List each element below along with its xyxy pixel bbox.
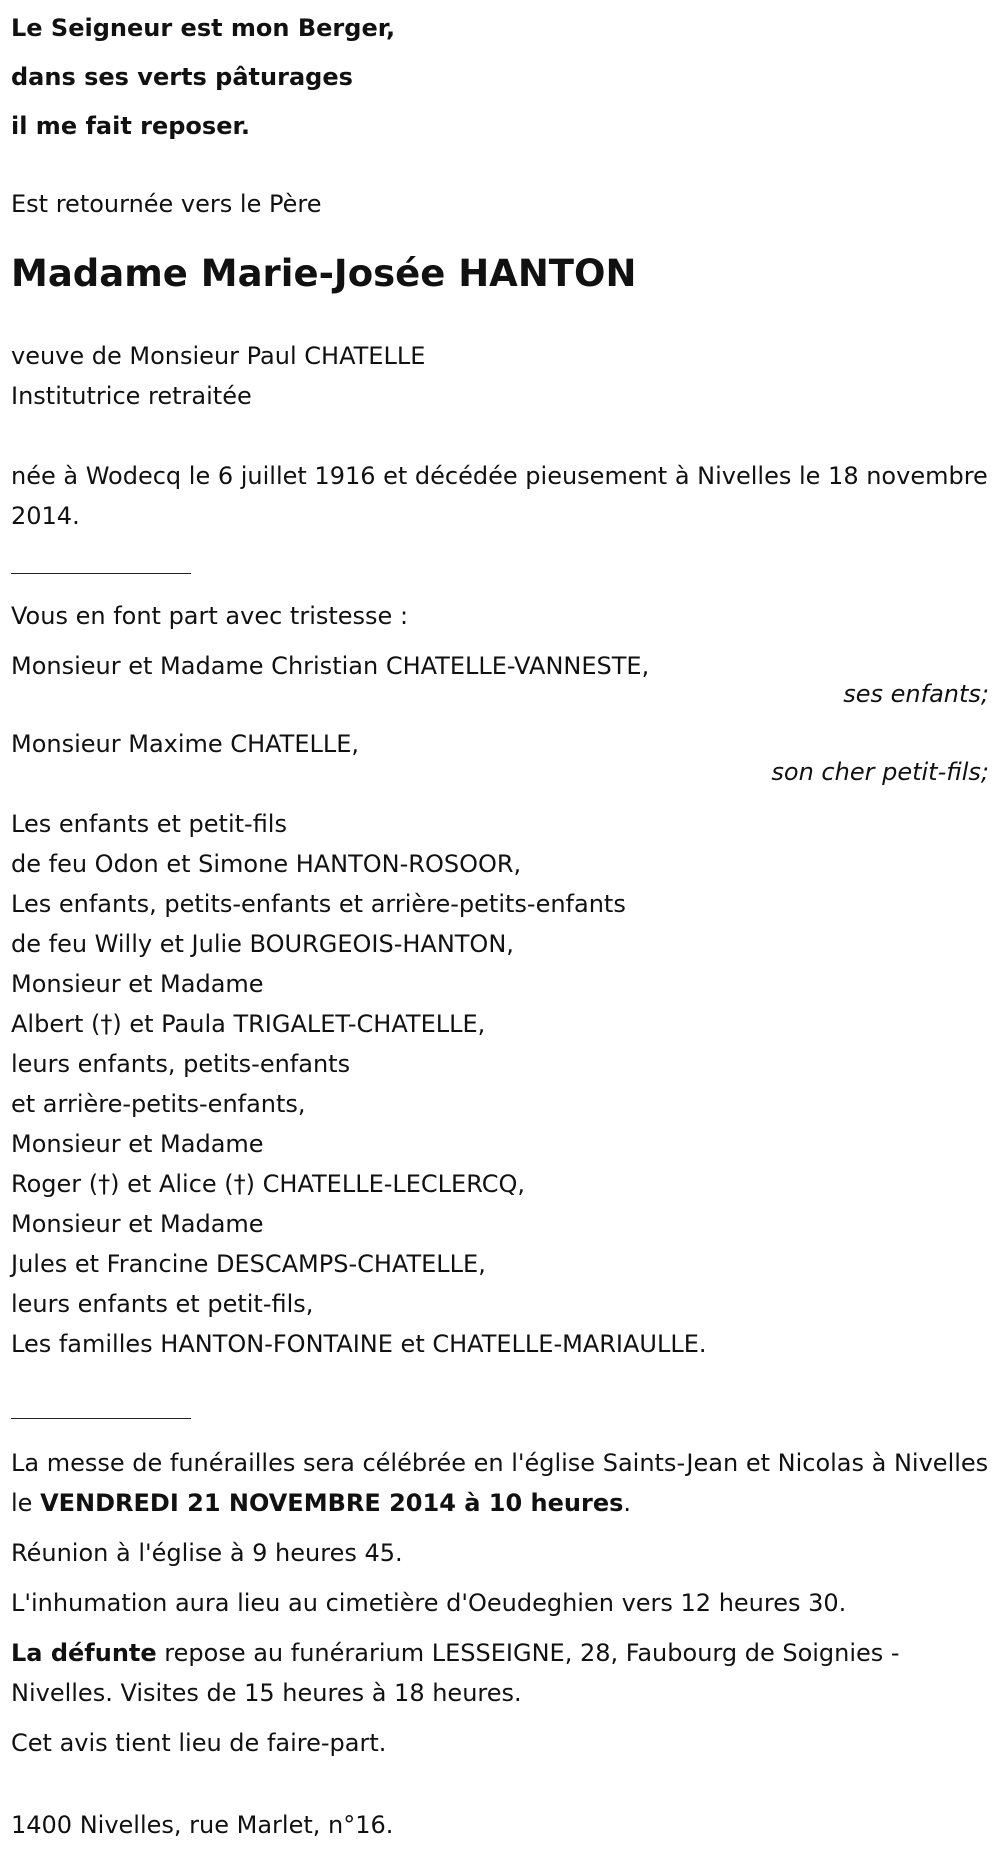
verse-line: il me fait reposer.	[11, 112, 251, 140]
separator-line	[11, 573, 191, 574]
family-line: leurs enfants et petit-fils,	[11, 1290, 314, 1318]
mass-date: VENDREDI 21 NOVEMBRE 2014 à 10 heures	[40, 1489, 624, 1517]
family-line: leurs enfants, petits-enfants	[11, 1050, 351, 1078]
rest-bold: La défunte	[11, 1639, 157, 1667]
mass-suffix: .	[623, 1489, 632, 1517]
family-member-relation: son cher petit-fils;	[771, 758, 989, 786]
family-primary	[11, 646, 989, 792]
family-line: de feu Willy et Julie BOURGEOIS-HANTON,	[11, 930, 514, 958]
family-member-name: Monsieur Maxime CHATELLE,	[11, 730, 360, 758]
reunion-text: Réunion à l'église à 9 heures 45.	[11, 1539, 403, 1567]
family-line: de feu Odon et Simone HANTON-ROSOOR,	[11, 850, 522, 878]
rest-detail: repose au funérarium LESSEIGNE, 28, Faubourg de Soignies - Nivelles. Visites de 15 heures à 18 heures.	[11, 1639, 900, 1707]
rest-text	[11, 1633, 989, 1713]
family-others	[11, 804, 989, 1364]
profession-line: Institutrice retraitée	[11, 382, 252, 410]
mass-text	[11, 1443, 989, 1523]
announce-text: Vous en font part avec tristesse :	[11, 602, 409, 630]
family-line: Les enfants, petits-enfants et arrière-petits-enfants	[11, 890, 626, 918]
family-member-relation: ses enfants;	[843, 680, 989, 708]
family-line: Les familles HANTON-FONTAINE et CHATELLE-MARIAULLE.	[11, 1330, 707, 1358]
birth-death-text: née à Wodecq le 6 juillet 1916 et décédée pieusement à Nivelles le 18 novembre 2014.	[11, 462, 988, 530]
deceased-name: Madame Marie-Josée HANTON	[11, 252, 637, 295]
obituary-page	[0, 4, 1000, 1853]
verse-line: dans ses verts pâturages	[11, 63, 353, 91]
burial-text: L'inhumation aura lieu au cimetière d'Oeudeghien vers 12 heures 30.	[11, 1589, 847, 1617]
family-member	[11, 724, 989, 792]
family-line: Roger (†) et Alice (†) CHATELLE-LECLERCQ,	[11, 1170, 525, 1198]
family-member	[11, 646, 989, 714]
family-line: et arrière-petits-enfants,	[11, 1090, 306, 1118]
notice-text: Cet avis tient lieu de faire-part.	[11, 1729, 387, 1757]
family-line: Albert (†) et Paula TRIGALET-CHATELLE,	[11, 1010, 486, 1038]
family-line: Monsieur et Madame	[11, 1210, 264, 1238]
address-text: 1400 Nivelles, rue Marlet, n°16.	[11, 1811, 394, 1839]
verse-line: Le Seigneur est mon Berger,	[11, 14, 396, 42]
family-line: Monsieur et Madame	[11, 1130, 264, 1158]
family-line: Monsieur et Madame	[11, 970, 264, 998]
intro-text: Est retournée vers le Père	[11, 190, 322, 218]
family-line: Les enfants et petit-fils	[11, 810, 287, 838]
mass-prefix: La messe de funérailles sera célébrée en l'église Saints-Jean et Nicolas à Nivelles le	[11, 1449, 989, 1517]
spouse-line: veuve de Monsieur Paul CHATELLE	[11, 342, 426, 370]
verse	[11, 4, 989, 151]
separator-line	[11, 1418, 191, 1419]
family-line: Jules et Francine DESCAMPS-CHATELLE,	[11, 1250, 486, 1278]
family-member-name: Monsieur et Madame Christian CHATELLE-VANNESTE,	[11, 652, 650, 680]
deceased-details	[11, 336, 989, 416]
